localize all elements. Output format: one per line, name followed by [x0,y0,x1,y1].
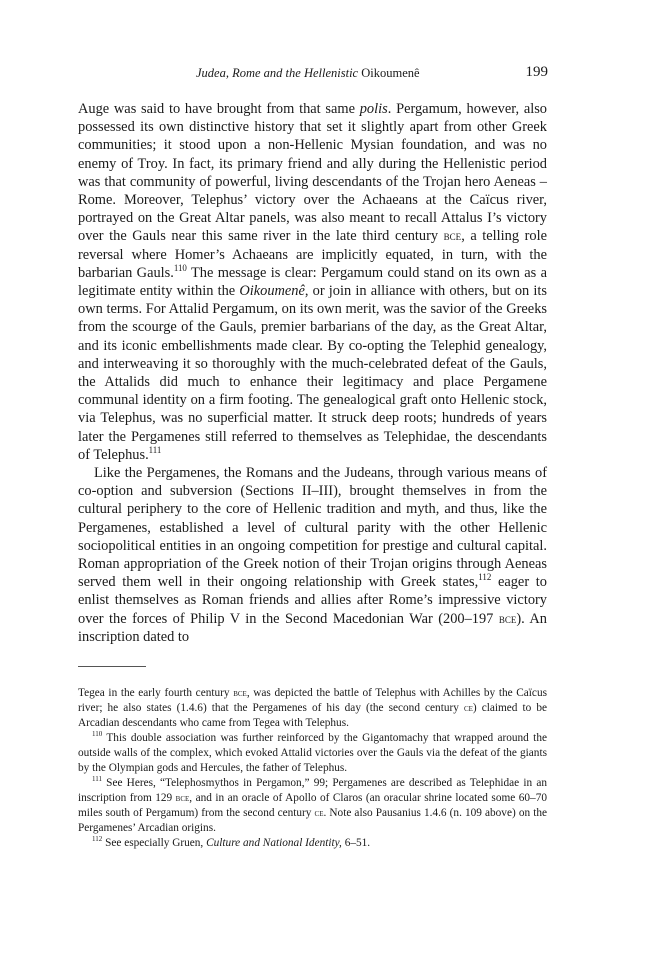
paragraph-2: Like the Pergamenes, the Romans and the Judeans, through various means of co-option and subversion (Sections II–III), brought themselves in from the cultural periphery to the core of Hellenic tradition and myth, and thus, like the Pergamenes, established a level of cultural parity with the other Hellenic sociopolitical entities in an ongoing competition for prestige and cultural capital. Roman appropriation of the Greek notion of their Trojan origins through Aeneas served them well in their ongoing relationship with Greek states,$^{112}$ eager to enlist themselves as Roman friends and allies after Rome’s impressive victory over the forces of Philip V in the Second Macedonian War (200–197 bce). An inscription dated to [78,465,548,645]
footnote-112: $^{112}$ See especially Gruen, Culture and National Identity, 6–51. [92,835,371,849]
running-title: Judea, Rome and the Hellenistic Oikoumenê [196,66,420,80]
page-number: 199 [525,64,548,80]
footnote-number: 112 [92,835,103,844]
paragraph-1: Auge was said to have brought from that same polis. Pergamum, however, also possessed its own distinctive history that set it slightly apart from other Greek communities; it stood upon a non-Hellenic Mysian foundation, and was no enemy of Troy. In fact, its primary friend and ally during the Hellenistic period was that community of powerful, living descendants of the Trojan hero Aeneas – Rome. Moreover, Telephus’ victory over the Achaeans at the Caïcus river, portrayed on the Great Altar panels, was also meant to recall Attalus I’s victory over the Gauls near this same river in the late third century bce, a telling role reversal where Homer’s Achaeans are implicitly equated, in turn, with the barbarian Gauls.$^{110}$ The message is clear: Pergamum could stand on its own as a legitimate entity within the Oikoumenê, or join in alliance with others, but on its own terms. For Attalid Pergamum, on its own merit, was the savior of the Greeks from the scourge of the Gauls, premier barbarians of the day, as the Great Altar, and its iconic embellishments made clear. By co-opting the Telephid genealogy, and interweaving it so thoroughly with the much-celebrated defeat of the Gauls, the Attalids did much to enhance their legitimacy and place Pergamene communal identity on a firm footing. The genealogical graft onto Hellenic stock, via Telephus, was no superficial matter. It struck deep roots; hundreds of years later the Pergamenes still referred to themselves as Telephidae, the descendants of Telephus.$^{111}$ [78,101,548,463]
footnote-111: $^{111}$ See Heres, “Telephosmythos in Pergamon,” 99; Pergamenes are described as Telephidae in an inscription from 129 bce, and in an oracle of Apollo of Claros (an oracular shrine located some 60–70 miles south of Pergamum) from the second century ce. Note also Pausanius 1.4.6 (n. 109 above) on the Pergamenes’ Arcadian origins. [78,775,547,834]
footnote-continuation: Tegea in the early fourth century bce, was depicted the battle of Telephus with Achilles by the Caïcus river; he also states (1.4.6) that the Pergamenes of his day (the second century ce) claimed to be Arcadian descendants who came from Tegea with Telephus. [78,687,547,729]
footnote-110: $^{110}$ This double association was further reinforced by the Gigantomachy that wrapped around the outside walls of the complex, which evoked Attalid victories over the Gauls via the defeat of the giants by the Olympian gods and Hercules, the father of Telephus. [78,730,547,774]
footnote-number: 111 [92,775,102,784]
footnote-ref-110: 110 [173,263,187,274]
footnotes [78,686,547,851]
running-header [78,64,548,84]
footnote-ref-111: 111 [148,445,162,456]
footnote-ref-112: 112 [478,572,492,583]
footnote-separator [78,666,146,667]
footnote-number: 110 [92,730,103,739]
body-text [78,100,547,646]
